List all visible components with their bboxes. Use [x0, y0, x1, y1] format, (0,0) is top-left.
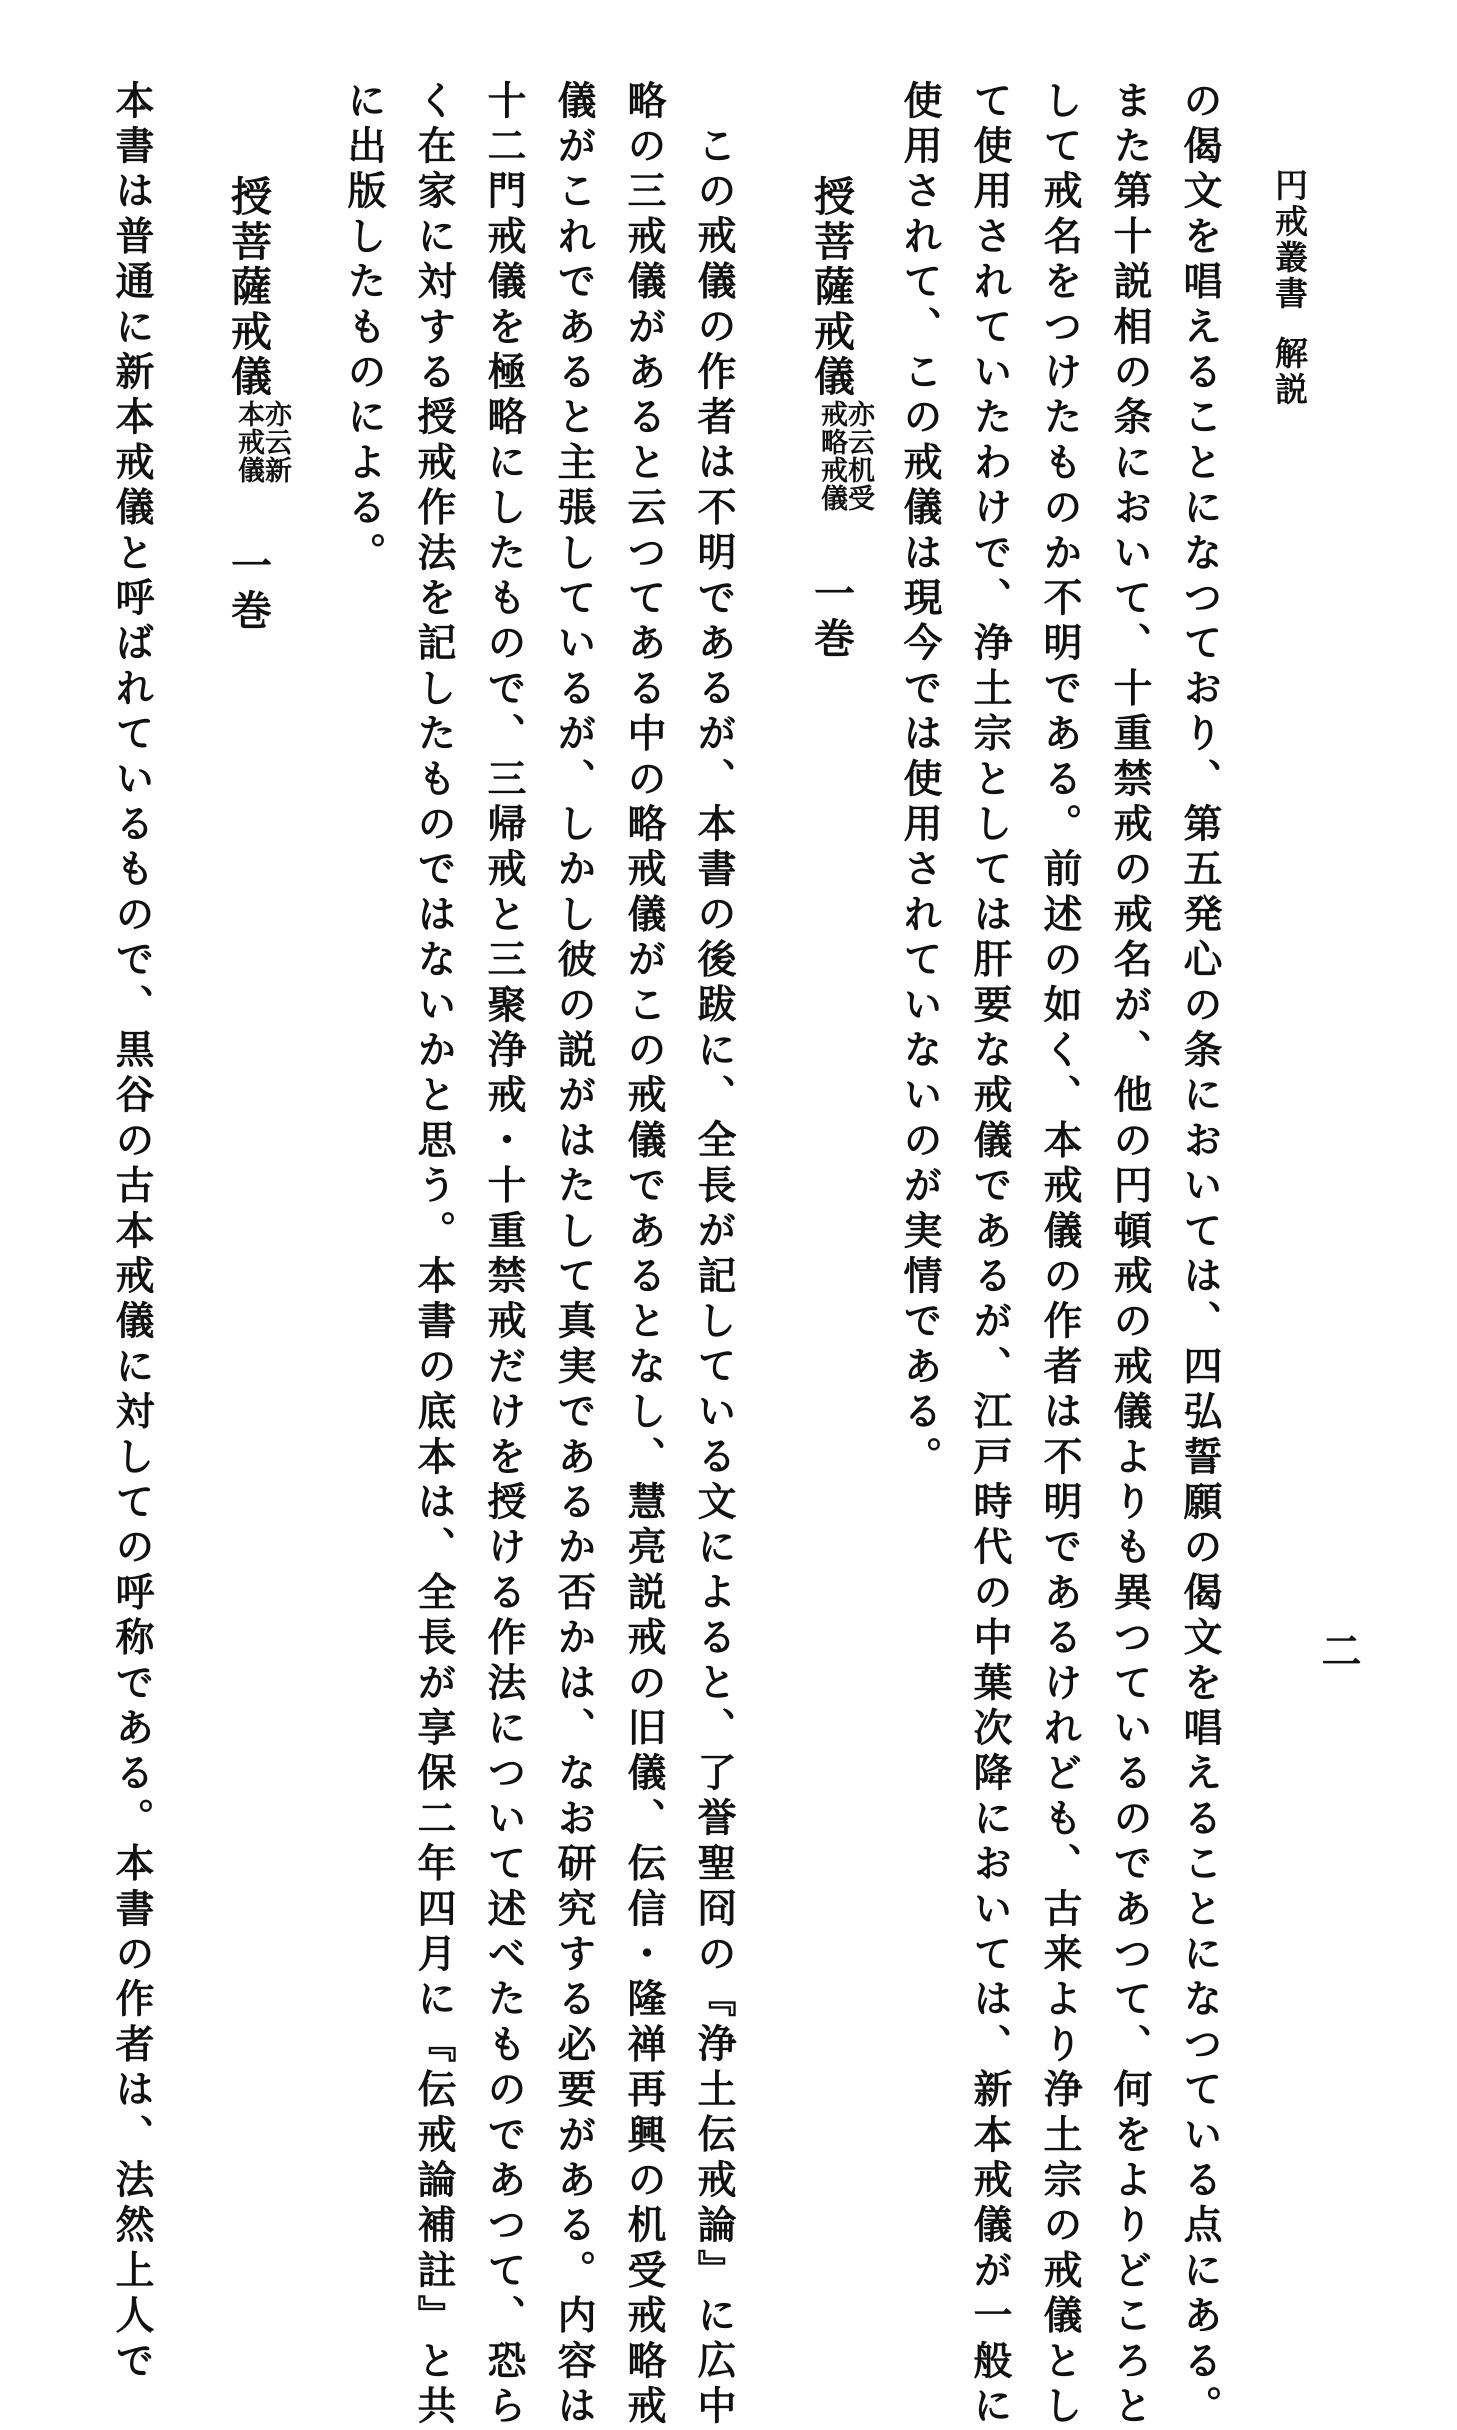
- text-line: 本書は普通に新本戒儀と呼ばれているもので、黒谷の古本戒儀に対しての呼称である。本書の作者は、法然上人で: [109, 80, 155, 2386]
- text-line: して戒名をつけたものか不明である。前述の如く、本戒儀の作者は不明であるけれども、古来より浄土宗の戒儀とし: [1037, 80, 1083, 2430]
- heading-note: [818, 400, 872, 512]
- text-line: 使用されて、この戒儀は現今では使用されていないのが実情である。: [897, 80, 943, 1482]
- page-number: 二: [1315, 1630, 1362, 1675]
- text-line: く在家に対する授戒作法を記したものではないかと思う。本書の底本は、全長が享保二年四月に『伝戒論補註』と共: [411, 80, 457, 2430]
- heading-volume: 一巻: [224, 544, 272, 634]
- text-line: この戒儀の作者は不明であるが、本書の後跋に、全長が記している文によると、了誉聖冏の『浄土伝戒論』に広中: [691, 125, 737, 2430]
- heading-note-line: 亦云新: [260, 400, 291, 484]
- text-line: の偈文を唱えることになつており、第五発心の条においては、四弘誓願の偈文を唱えることになつている点にある。: [1177, 80, 1223, 2430]
- text-line: 十二門戒儀を極略にしたもので、三帰戒と三聚浄戒・十重禁戒だけを授ける作法について述べたものであつて、恐ら: [481, 80, 527, 2430]
- text-line: 儀がこれであると主張しているが、しかし彼の説がはたして真実であるか否かは、なお研究する必要がある。内容は: [551, 80, 597, 2430]
- heading-volume: 一巻: [807, 572, 855, 662]
- text-line: また第十説相の条において、十重禁戒の戒名が、他の円頓戒の戒儀よりも異つているのであつて、何をよりどころと: [1107, 80, 1153, 2430]
- heading-note-line: 本戒儀: [233, 400, 264, 484]
- heading-note-line: 亦云机受: [843, 400, 874, 512]
- section-heading-1: [807, 175, 874, 662]
- text-line: て使用されていたわけで、浄土宗としては肝要な戒儀であるが、江戸時代の中葉次降においては、新本戒儀が一般に: [967, 80, 1013, 2430]
- running-head-section: 解説: [1270, 336, 1309, 408]
- heading-title: 授菩薩戒儀: [807, 175, 855, 400]
- running-head-book: 円戒叢書: [1270, 168, 1309, 312]
- heading-note-line: 戒略戒儀: [816, 400, 847, 512]
- heading-note: [235, 400, 289, 484]
- text-line: に出版したものによる。: [341, 80, 387, 578]
- heading-title: 授菩薩戒儀: [224, 175, 272, 400]
- section-heading-2: [224, 175, 291, 634]
- running-head: [1270, 168, 1309, 408]
- text-line: 略の三戒儀があると云つてある中の略戒儀がこの戒儀であるとなし、慧亮説戒の旧儀、伝信・隆禅再興の机受戒略戒: [621, 80, 667, 2430]
